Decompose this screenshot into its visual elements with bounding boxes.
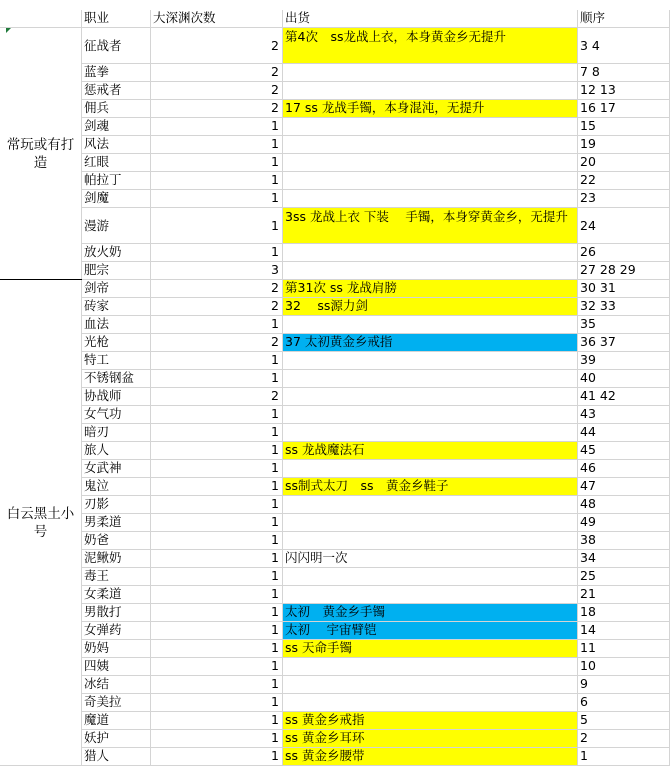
loot-cell[interactable] [283,370,578,388]
loot-cell[interactable] [283,262,578,280]
loot-cell[interactable]: 太初 黄金乡手镯 [283,604,578,622]
count-cell[interactable]: 1 [151,118,283,136]
order-cell[interactable]: 39 [578,352,670,370]
count-cell[interactable]: 1 [151,496,283,514]
loot-cell[interactable]: ss 天命手镯 [283,640,578,658]
order-cell[interactable]: 38 [578,532,670,550]
job-cell[interactable]: 肥宗 [82,262,151,280]
count-cell[interactable]: 1 [151,748,283,766]
order-cell[interactable]: 16 17 [578,100,670,118]
header-loot[interactable]: 出货 [283,10,578,28]
header-corner[interactable] [0,10,82,28]
count-cell[interactable]: 1 [151,514,283,532]
count-cell[interactable]: 1 [151,658,283,676]
job-cell[interactable]: 漫游 [82,208,151,244]
order-cell[interactable]: 3 4 [578,28,670,64]
job-cell[interactable]: 暗刃 [82,424,151,442]
order-cell[interactable]: 1 [578,748,670,766]
loot-cell[interactable]: 32 ss源力剑 [283,298,578,316]
count-cell[interactable]: 2 [151,82,283,100]
job-cell[interactable]: 惩戒者 [82,82,151,100]
order-cell[interactable]: 6 [578,694,670,712]
order-cell[interactable]: 35 [578,316,670,334]
loot-cell[interactable] [283,118,578,136]
loot-cell[interactable] [283,586,578,604]
order-cell[interactable]: 19 [578,136,670,154]
loot-cell[interactable] [283,316,578,334]
count-cell[interactable]: 1 [151,316,283,334]
job-cell[interactable]: 不锈钢盆 [82,370,151,388]
header-count[interactable]: 大深渊次数 [151,10,283,28]
loot-cell[interactable] [283,190,578,208]
loot-cell[interactable]: 闪闪明一次 [283,550,578,568]
count-cell[interactable]: 1 [151,586,283,604]
loot-cell[interactable]: ss 黄金乡腰带 [283,748,578,766]
job-cell[interactable]: 剑魂 [82,118,151,136]
job-cell[interactable]: 女气功 [82,406,151,424]
order-cell[interactable]: 47 [578,478,670,496]
job-cell[interactable]: 奶妈 [82,640,151,658]
count-cell[interactable]: 1 [151,604,283,622]
group-label[interactable]: 白云黑土小号 [0,280,82,766]
loot-cell[interactable]: ss制式太刀 ss 黄金乡鞋子 [283,478,578,496]
order-cell[interactable]: 34 [578,550,670,568]
order-cell[interactable]: 44 [578,424,670,442]
loot-cell[interactable]: 37 太初黄金乡戒指 [283,334,578,352]
loot-cell[interactable] [283,532,578,550]
order-cell[interactable]: 25 [578,568,670,586]
order-cell[interactable]: 48 [578,496,670,514]
loot-cell[interactable] [283,424,578,442]
order-cell[interactable]: 20 [578,154,670,172]
loot-cell[interactable] [283,514,578,532]
loot-cell[interactable] [283,460,578,478]
job-cell[interactable]: 鬼泣 [82,478,151,496]
count-cell[interactable]: 1 [151,442,283,460]
job-cell[interactable]: 砖家 [82,298,151,316]
count-cell[interactable]: 1 [151,370,283,388]
job-cell[interactable]: 放火奶 [82,244,151,262]
order-cell[interactable]: 18 [578,604,670,622]
order-cell[interactable]: 30 31 [578,280,670,298]
job-cell[interactable]: 协战师 [82,388,151,406]
count-cell[interactable]: 1 [151,208,283,244]
job-cell[interactable]: 佣兵 [82,100,151,118]
order-cell[interactable]: 46 [578,460,670,478]
group-label[interactable]: 常玩或有打造 [0,28,82,280]
loot-cell[interactable] [283,694,578,712]
count-cell[interactable]: 2 [151,334,283,352]
order-cell[interactable]: 49 [578,514,670,532]
count-cell[interactable]: 1 [151,532,283,550]
count-cell[interactable]: 1 [151,406,283,424]
count-cell[interactable]: 2 [151,28,283,64]
loot-cell[interactable]: 第31次 ss 龙战肩膀 [283,280,578,298]
loot-cell[interactable] [283,676,578,694]
job-cell[interactable]: 奇美拉 [82,694,151,712]
order-cell[interactable]: 7 8 [578,64,670,82]
count-cell[interactable]: 1 [151,172,283,190]
job-cell[interactable]: 血法 [82,316,151,334]
job-cell[interactable]: 旅人 [82,442,151,460]
loot-cell[interactable] [283,496,578,514]
loot-cell[interactable]: 17 ss 龙战手镯，本身混沌，无提升 [283,100,578,118]
count-cell[interactable]: 1 [151,478,283,496]
job-cell[interactable]: 女弹药 [82,622,151,640]
order-cell[interactable]: 11 [578,640,670,658]
order-cell[interactable]: 5 [578,712,670,730]
order-cell[interactable]: 14 [578,622,670,640]
job-cell[interactable]: 蓝拳 [82,64,151,82]
order-cell[interactable]: 41 42 [578,388,670,406]
order-cell[interactable]: 2 [578,730,670,748]
count-cell[interactable]: 1 [151,424,283,442]
loot-cell[interactable]: ss 黄金乡耳环 [283,730,578,748]
count-cell[interactable]: 3 [151,262,283,280]
job-cell[interactable]: 帕拉丁 [82,172,151,190]
order-cell[interactable]: 43 [578,406,670,424]
loot-cell[interactable] [283,352,578,370]
job-cell[interactable]: 魔道 [82,712,151,730]
header-order[interactable]: 顺序 [578,10,670,28]
header-job[interactable]: 职业 [82,10,151,28]
job-cell[interactable]: 风法 [82,136,151,154]
job-cell[interactable]: 剑帝 [82,280,151,298]
loot-cell[interactable]: 3ss 龙战上衣 下装 手镯，本身穿黄金乡，无提升 [283,208,578,244]
loot-cell[interactable] [283,82,578,100]
count-cell[interactable]: 1 [151,640,283,658]
count-cell[interactable]: 1 [151,244,283,262]
count-cell[interactable]: 1 [151,568,283,586]
count-cell[interactable]: 1 [151,730,283,748]
count-cell[interactable]: 1 [151,190,283,208]
count-cell[interactable]: 1 [151,676,283,694]
loot-cell[interactable]: 第4次 ss龙战上衣，本身黄金乡无提升 [283,28,578,64]
job-cell[interactable]: 征战者 [82,28,151,64]
order-cell[interactable]: 12 13 [578,82,670,100]
count-cell[interactable]: 1 [151,712,283,730]
count-cell[interactable]: 1 [151,622,283,640]
job-cell[interactable]: 女柔道 [82,586,151,604]
loot-cell[interactable]: ss 黄金乡戒指 [283,712,578,730]
order-cell[interactable]: 45 [578,442,670,460]
order-cell[interactable]: 23 [578,190,670,208]
order-cell[interactable]: 24 [578,208,670,244]
order-cell[interactable]: 10 [578,658,670,676]
loot-cell[interactable] [283,406,578,424]
loot-cell[interactable] [283,64,578,82]
loot-cell[interactable] [283,388,578,406]
job-cell[interactable]: 冰结 [82,676,151,694]
group-divider [0,279,82,280]
order-cell[interactable]: 9 [578,676,670,694]
job-cell[interactable]: 女武神 [82,460,151,478]
count-cell[interactable]: 1 [151,694,283,712]
order-cell[interactable]: 40 [578,370,670,388]
count-cell[interactable]: 2 [151,100,283,118]
order-cell[interactable]: 15 [578,118,670,136]
job-cell[interactable]: 四姨 [82,658,151,676]
count-cell[interactable]: 1 [151,154,283,172]
loot-cell[interactable] [283,244,578,262]
loot-cell[interactable]: ss 龙战魔法石 [283,442,578,460]
job-cell[interactable]: 剑魔 [82,190,151,208]
loot-cell[interactable] [283,172,578,190]
order-cell[interactable]: 26 [578,244,670,262]
loot-cell[interactable] [283,568,578,586]
loot-cell[interactable]: 太初 宇宙臂铠 [283,622,578,640]
count-cell[interactable]: 1 [151,136,283,154]
order-cell[interactable]: 32 33 [578,298,670,316]
order-cell[interactable]: 21 [578,586,670,604]
job-cell[interactable]: 猎人 [82,748,151,766]
job-cell[interactable]: 红眼 [82,154,151,172]
count-cell[interactable]: 2 [151,280,283,298]
job-cell[interactable]: 特工 [82,352,151,370]
job-cell[interactable]: 男柔道 [82,514,151,532]
order-cell[interactable]: 22 [578,172,670,190]
loot-cell[interactable] [283,658,578,676]
count-cell[interactable]: 1 [151,352,283,370]
count-cell[interactable]: 2 [151,298,283,316]
order-cell[interactable]: 36 37 [578,334,670,352]
job-cell[interactable]: 男散打 [82,604,151,622]
count-cell[interactable]: 1 [151,460,283,478]
order-cell[interactable]: 27 28 29 [578,262,670,280]
count-cell[interactable]: 2 [151,388,283,406]
job-cell[interactable]: 妖护 [82,730,151,748]
loot-cell[interactable] [283,154,578,172]
job-cell[interactable]: 毒王 [82,568,151,586]
job-cell[interactable]: 刃影 [82,496,151,514]
count-cell[interactable]: 1 [151,550,283,568]
job-cell[interactable]: 泥鳅奶 [82,550,151,568]
job-cell[interactable]: 光枪 [82,334,151,352]
count-cell[interactable]: 2 [151,64,283,82]
loot-cell[interactable] [283,136,578,154]
job-cell[interactable]: 奶爸 [82,532,151,550]
